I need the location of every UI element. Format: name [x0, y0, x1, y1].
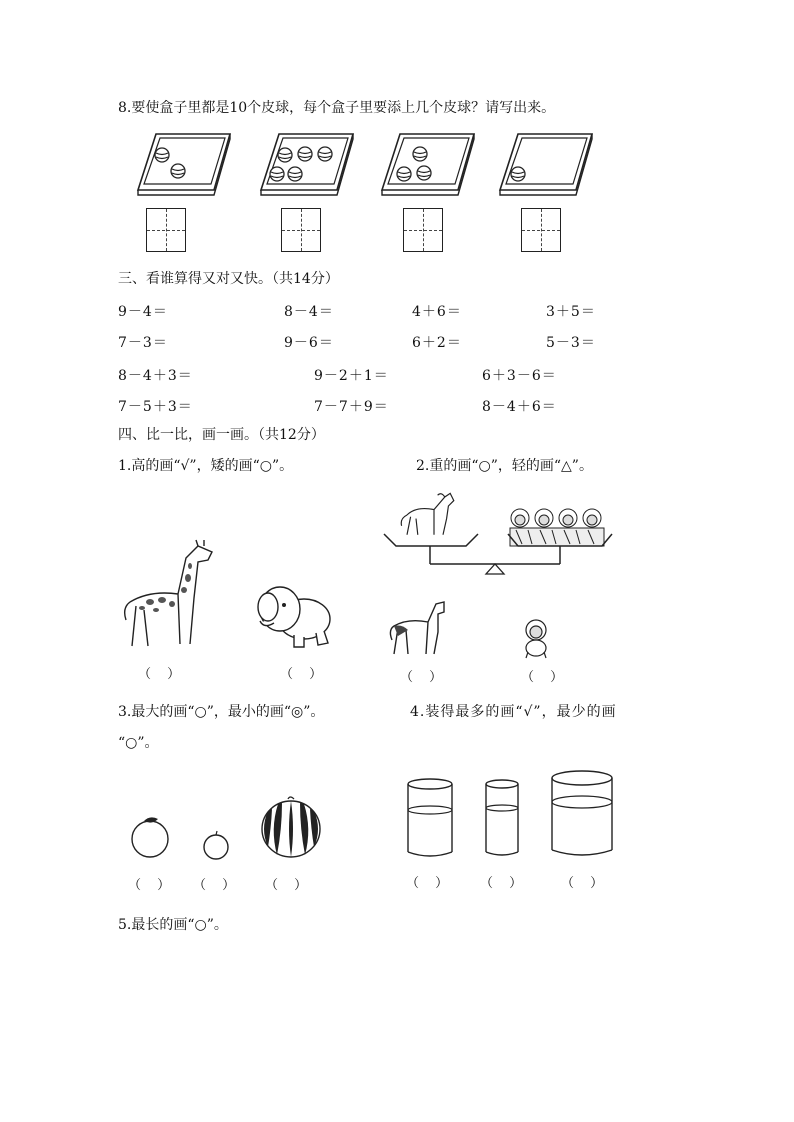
horse-icon	[388, 596, 448, 662]
ball-box-3	[382, 134, 474, 195]
equation: 6＋2＝	[412, 335, 462, 351]
ball-boxes	[0, 0, 794, 200]
ball-icon	[278, 148, 292, 162]
ball-icon	[397, 167, 411, 181]
giraffe-icon	[120, 538, 220, 653]
answer-paren[interactable]: （ ）	[193, 878, 242, 893]
ball-box-1	[138, 134, 230, 195]
ball-icon	[318, 147, 332, 161]
cup-medium-icon	[406, 776, 456, 860]
equation: 3＋5＝	[546, 304, 596, 320]
answer-paren[interactable]: （ ）	[265, 878, 314, 893]
ball-icon	[413, 147, 427, 161]
ball-icon	[171, 164, 185, 178]
answer-paren[interactable]: （ ）	[521, 670, 570, 685]
equation: 5－3＝	[546, 335, 596, 351]
ball-icon	[417, 166, 431, 180]
answer-grid-3[interactable]	[403, 208, 443, 252]
ball-box-2	[261, 134, 353, 195]
cup-narrow-icon	[484, 776, 524, 860]
equation: 8－4＝	[284, 304, 334, 320]
watermelon-icon	[260, 797, 322, 859]
answer-paren[interactable]: （ ）	[480, 876, 529, 891]
orange-icon	[130, 813, 174, 861]
section3-title: 三、看谁算得又对又快。（共14分）	[118, 271, 339, 287]
q8-title: 8.要使盒子里都是10个皮球，每个盒子里要添上几个皮球？请写出来。	[118, 100, 556, 116]
answer-paren[interactable]: （ ）	[400, 670, 449, 685]
answer-grid-4[interactable]	[521, 208, 561, 252]
cup-wide-icon	[550, 768, 616, 858]
q1-text: 1.高的画“√”，矮的画“○”。	[118, 458, 294, 474]
equation: 8－4＋6＝	[482, 399, 557, 415]
ball-icon	[511, 167, 525, 181]
q2-text: 2.重的画“○”，轻的画“△”。	[416, 458, 593, 474]
answer-paren[interactable]: （ ）	[138, 667, 187, 682]
answer-grid-2[interactable]	[281, 208, 321, 252]
q4-text-line2: “○”。	[118, 735, 159, 751]
answer-paren[interactable]: （ ）	[280, 667, 329, 682]
ball-icon	[270, 167, 284, 181]
elephant-icon	[254, 583, 334, 653]
answer-grid-1[interactable]	[146, 208, 186, 252]
answer-paren[interactable]: （ ）	[406, 876, 455, 891]
equation: 8－4＋3＝	[118, 368, 193, 384]
q3-text: 3.最大的画“○”，最小的画“◎”。	[118, 704, 325, 720]
ball-icon	[155, 148, 169, 162]
q5-text: 5.最长的画“○”。	[118, 917, 228, 933]
section4-title: 四、比一比，画一画。（共12分）	[118, 427, 325, 443]
equation: 9－6＝	[284, 335, 334, 351]
ball-icon	[298, 147, 312, 161]
equation: 7－7＋9＝	[314, 399, 389, 415]
monkey-icon	[520, 618, 554, 658]
answer-paren[interactable]: （ ）	[128, 878, 177, 893]
equation: 4＋6＝	[412, 304, 462, 320]
equation: 7－3＝	[118, 335, 168, 351]
balance-scale-icon	[382, 486, 622, 576]
equation: 9－4＝	[118, 304, 168, 320]
answer-paren[interactable]: （ ）	[561, 876, 610, 891]
ball-icon	[288, 167, 302, 181]
equation: 6＋3－6＝	[482, 368, 557, 384]
equation: 7－5＋3＝	[118, 399, 193, 415]
equation: 9－2＋1＝	[314, 368, 389, 384]
small-orange-icon	[202, 830, 232, 862]
q4-text-line1: 4.装得最多的画“√”，最少的画	[410, 704, 617, 720]
ball-box-4	[500, 134, 592, 195]
